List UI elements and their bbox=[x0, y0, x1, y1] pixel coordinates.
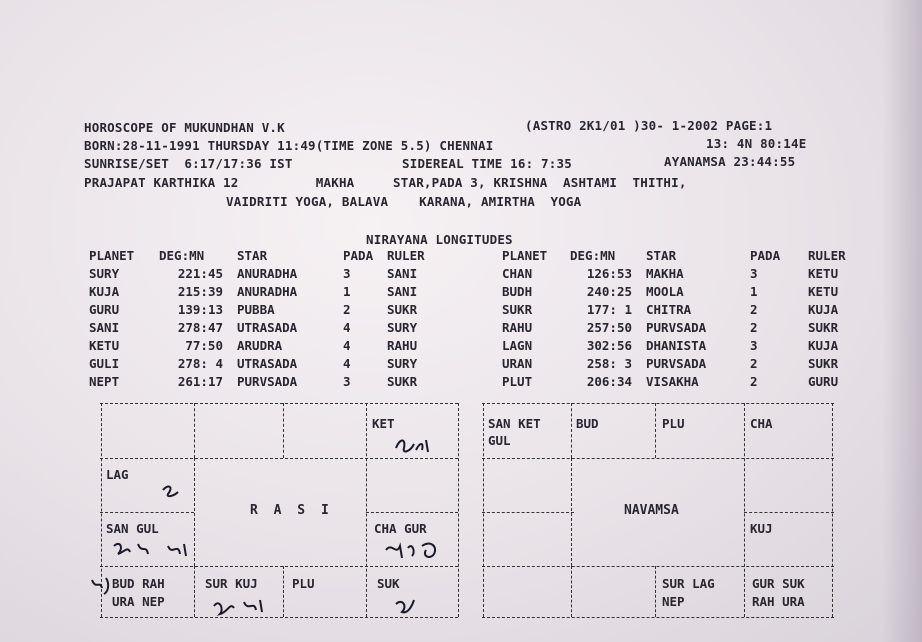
navamsa-line bbox=[744, 512, 834, 513]
rasi-line bbox=[194, 566, 195, 617]
pada-cell: 3 bbox=[343, 265, 351, 281]
table-row bbox=[502, 372, 848, 390]
navamsa-bud: BUD bbox=[576, 416, 599, 431]
star-cell: PURVSADA bbox=[237, 373, 298, 389]
ruler-cell: SURY bbox=[387, 355, 418, 371]
col-planet: PLANET bbox=[89, 247, 135, 263]
planet-cell: GURU bbox=[89, 301, 120, 317]
degmn-cell: 177: 1 bbox=[586, 301, 632, 317]
navamsa-line bbox=[482, 566, 834, 567]
ruler-cell: GURU bbox=[808, 373, 839, 389]
col-degmn: DEG:MN bbox=[159, 247, 205, 263]
handwritten-mark bbox=[160, 482, 182, 500]
pada-cell: 4 bbox=[343, 337, 351, 353]
table-row bbox=[89, 282, 437, 300]
table-row bbox=[502, 354, 848, 372]
handwritten-mark bbox=[88, 574, 116, 598]
table-row bbox=[89, 300, 437, 318]
table-row bbox=[89, 354, 437, 372]
star-cell: DHANISTA bbox=[646, 337, 707, 353]
rasi-line bbox=[100, 512, 194, 513]
navamsa-cha: CHA bbox=[750, 416, 773, 431]
navamsa-line bbox=[482, 617, 834, 618]
planet-cell: GULI bbox=[89, 355, 120, 371]
col-ruler: RULER bbox=[387, 247, 425, 263]
degmn-cell: 278:47 bbox=[177, 319, 223, 335]
planet-cell: KETU bbox=[89, 337, 120, 353]
degmn-cell: 215:39 bbox=[177, 283, 223, 299]
planet-cell: RAHU bbox=[502, 319, 533, 335]
table-row bbox=[502, 300, 848, 318]
planet-cell: SUKR bbox=[502, 301, 533, 317]
rasi-line bbox=[100, 403, 458, 404]
pada-cell: 4 bbox=[343, 355, 351, 371]
rasi-line bbox=[100, 566, 458, 567]
table-header-row bbox=[89, 246, 437, 264]
pada-cell: 2 bbox=[750, 301, 758, 317]
handwritten-mark bbox=[210, 594, 270, 618]
navamsa-line bbox=[482, 512, 574, 513]
navamsa-line bbox=[483, 403, 484, 617]
handwritten-mark bbox=[382, 538, 452, 562]
navamsa-gur-suk: GUR SUK bbox=[752, 576, 805, 591]
navamsa-plu: PLU bbox=[662, 416, 685, 431]
rasi-ket: KET bbox=[372, 416, 395, 431]
ruler-cell: SUKR bbox=[387, 373, 418, 389]
degmn-cell: 257:50 bbox=[586, 319, 632, 335]
page-edge-shadow bbox=[882, 0, 922, 642]
col-star: STAR bbox=[237, 247, 268, 263]
pada-cell: 2 bbox=[750, 373, 758, 389]
col-pada: PADA bbox=[343, 247, 374, 263]
navamsa-label: NAVAMSA bbox=[624, 503, 679, 518]
planet-cell: KUJA bbox=[89, 283, 120, 299]
col-degmn: DEG:MN bbox=[570, 247, 616, 263]
rasi-sur-kuj: SUR KUJ bbox=[205, 576, 258, 591]
col-star: STAR bbox=[646, 247, 677, 263]
handwritten-mark bbox=[392, 594, 422, 618]
star-cell: PUBBA bbox=[237, 301, 275, 317]
navamsa-line bbox=[655, 566, 656, 617]
planet-cell: LAGN bbox=[502, 337, 533, 353]
navamsa-line bbox=[571, 458, 572, 566]
header-ayanamsa: AYANAMSA 23:44:55 bbox=[664, 154, 796, 169]
rasi-line bbox=[458, 403, 459, 617]
rasi-line bbox=[366, 512, 458, 513]
pada-cell: 2 bbox=[750, 319, 758, 335]
rasi-line bbox=[283, 566, 284, 617]
planet-cell: PLUT bbox=[502, 373, 533, 389]
navamsa-kuj: KUJ bbox=[750, 521, 773, 536]
degmn-cell: 258: 3 bbox=[586, 355, 632, 371]
ruler-cell: SUKR bbox=[808, 355, 839, 371]
navamsa-gul: GUL bbox=[488, 433, 511, 448]
star-cell: CHITRA bbox=[646, 301, 692, 317]
navamsa-san-ket: SAN KET bbox=[488, 416, 541, 431]
navamsa-sur-lag: SUR LAG bbox=[662, 576, 715, 591]
rasi-lag: LAG bbox=[106, 467, 129, 482]
navamsa-line bbox=[832, 403, 833, 617]
header-sunrise: SUNRISE/SET 6:17/17:36 IST bbox=[84, 156, 293, 171]
rasi-plu: PLU bbox=[292, 576, 315, 591]
rasi-label: R A S I bbox=[250, 503, 333, 518]
ruler-cell: KUJA bbox=[808, 337, 839, 353]
rasi-line bbox=[194, 403, 195, 458]
ruler-cell: SUKR bbox=[387, 301, 418, 317]
pada-cell: 2 bbox=[343, 301, 351, 317]
star-cell: VISAKHA bbox=[646, 373, 699, 389]
planet-cell: SANI bbox=[89, 319, 120, 335]
planet-cell: BUDH bbox=[502, 283, 533, 299]
rasi-line bbox=[366, 403, 367, 617]
planet-cell: NEPT bbox=[89, 373, 120, 389]
pada-cell: 3 bbox=[750, 265, 758, 281]
degmn-cell: 139:13 bbox=[177, 301, 223, 317]
pada-cell: 1 bbox=[343, 283, 351, 299]
planet-cell: CHAN bbox=[502, 265, 533, 281]
degmn-cell: 206:34 bbox=[586, 373, 632, 389]
header-panchang: PRAJAPAT KARTHIKA 12 MAKHA STAR,PADA 3, KRISHNA ASHTAMI THITHI, bbox=[84, 175, 687, 190]
navamsa-line bbox=[744, 403, 745, 617]
navamsa-rah-ura: RAH URA bbox=[752, 594, 805, 609]
ruler-cell: KETU bbox=[808, 265, 839, 281]
star-cell: UTRASADA bbox=[237, 319, 298, 335]
degmn-cell: 126:53 bbox=[586, 265, 632, 281]
rasi-bud-rah: BUD RAH bbox=[112, 576, 165, 591]
rasi-san-gul: SAN GUL bbox=[106, 521, 159, 536]
star-cell: ANURADHA bbox=[237, 283, 298, 299]
navamsa-line bbox=[571, 403, 572, 458]
degmn-cell: 278: 4 bbox=[177, 355, 223, 371]
table-header-row bbox=[502, 246, 848, 264]
star-cell: ARUDRA bbox=[237, 337, 283, 353]
degmn-cell: 302:56 bbox=[586, 337, 632, 353]
degmn-cell: 221:45 bbox=[177, 265, 223, 281]
navamsa-nep: NEP bbox=[662, 594, 685, 609]
ruler-cell: SANI bbox=[387, 283, 418, 299]
ruler-cell: SURY bbox=[387, 319, 418, 335]
ruler-cell: RAHU bbox=[387, 337, 418, 353]
table-row bbox=[89, 336, 437, 354]
table-row bbox=[89, 318, 437, 336]
ruler-cell: SUKR bbox=[808, 319, 839, 335]
navamsa-line bbox=[655, 403, 656, 458]
header-birth: BORN:28-11-1991 THURSDAY 11:49(TIME ZONE 5.5) CHENNAI bbox=[84, 138, 494, 153]
star-cell: UTRASADA bbox=[237, 355, 298, 371]
header-coordinates: 13: 4N 80:14E bbox=[706, 136, 807, 151]
pada-cell: 3 bbox=[750, 337, 758, 353]
col-pada: PADA bbox=[750, 247, 781, 263]
rasi-suk: SUK bbox=[377, 576, 400, 591]
longitudes-right-table bbox=[502, 246, 848, 390]
planet-cell: SURY bbox=[89, 265, 120, 281]
navamsa-line bbox=[571, 566, 572, 617]
degmn-cell: 261:17 bbox=[177, 373, 223, 389]
star-cell: MAKHA bbox=[646, 265, 684, 281]
table-row bbox=[89, 372, 437, 390]
star-cell: PURVSADA bbox=[646, 355, 707, 371]
col-ruler: RULER bbox=[808, 247, 846, 263]
pada-cell: 4 bbox=[343, 319, 351, 335]
pada-cell: 3 bbox=[343, 373, 351, 389]
table-row bbox=[502, 336, 848, 354]
rasi-line bbox=[283, 403, 284, 458]
handwritten-mark bbox=[110, 538, 200, 560]
rasi-line bbox=[100, 458, 458, 459]
ruler-cell: KETU bbox=[808, 283, 839, 299]
pada-cell: 1 bbox=[750, 283, 758, 299]
table-row bbox=[502, 318, 848, 336]
table-row bbox=[502, 282, 848, 300]
handwritten-mark bbox=[392, 434, 442, 456]
header-yoga: VAIDRITI YOGA, BALAVA KARANA, AMIRTHA YOGA bbox=[226, 194, 582, 209]
pada-cell: 2 bbox=[750, 355, 758, 371]
table-row bbox=[89, 264, 437, 282]
degmn-cell: 77:50 bbox=[185, 337, 223, 353]
col-planet: PLANET bbox=[502, 247, 548, 263]
planet-cell: URAN bbox=[502, 355, 533, 371]
navamsa-line bbox=[482, 458, 834, 459]
ruler-cell: KUJA bbox=[808, 301, 839, 317]
rasi-cha-gur: CHA GUR bbox=[374, 521, 427, 536]
header-sidereal: SIDEREAL TIME 16: 7:35 bbox=[402, 156, 572, 171]
longitudes-title: NIRAYANA LONGITUDES bbox=[366, 232, 513, 247]
longitudes-left-table bbox=[89, 246, 437, 390]
header-program-date: (ASTRO 2K1/01 )30- 1-2002 PAGE:1 bbox=[525, 118, 773, 133]
star-cell: ANURADHA bbox=[237, 265, 298, 281]
header-title: HOROSCOPE OF MUKUNDHAN V.K bbox=[84, 120, 285, 135]
star-cell: MOOLA bbox=[646, 283, 684, 299]
degmn-cell: 240:25 bbox=[586, 283, 632, 299]
ruler-cell: SANI bbox=[387, 265, 418, 281]
table-row bbox=[502, 264, 848, 282]
star-cell: PURVSADA bbox=[646, 319, 707, 335]
rasi-ura-nep: URA NEP bbox=[112, 594, 165, 609]
navamsa-line bbox=[482, 403, 834, 404]
